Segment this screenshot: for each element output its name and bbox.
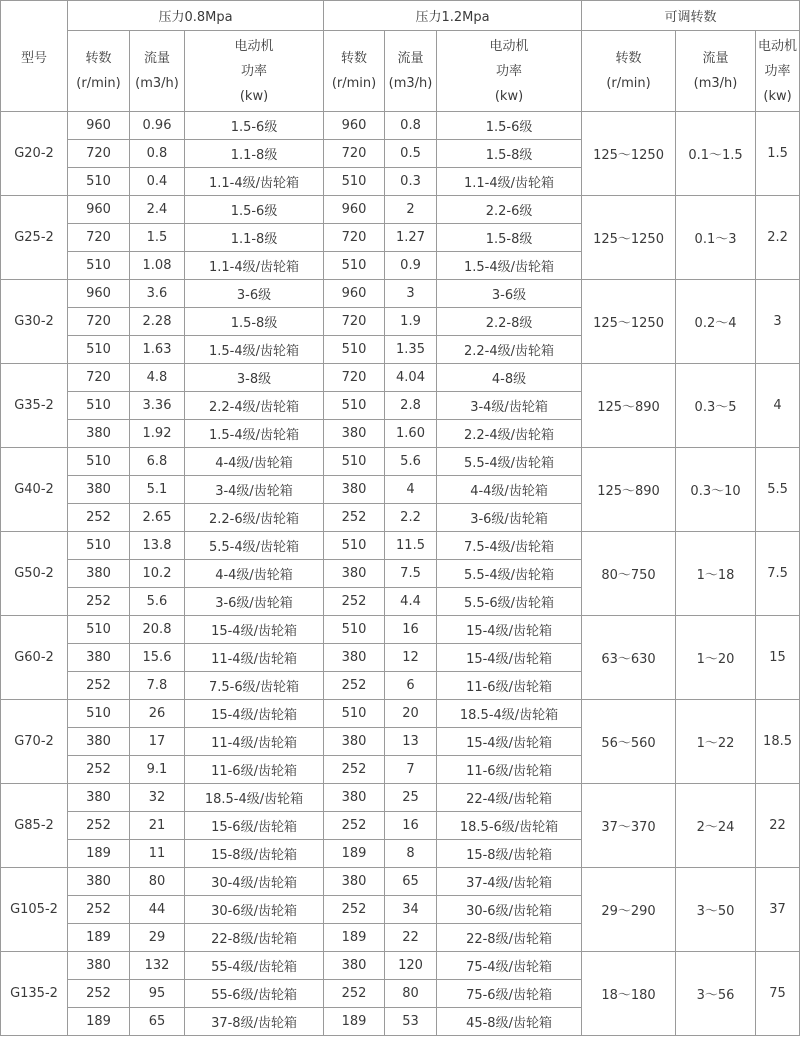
cell-speed-0.8: 380 [68, 560, 130, 588]
header-text: 电动机 [489, 38, 529, 54]
cell-speed-1.2: 189 [324, 840, 385, 868]
cell-adj-flow: 1～22 [676, 700, 756, 784]
header-adj-flow [676, 31, 756, 112]
cell-flow-0.8: 0.8 [130, 140, 185, 168]
cell-speed-1.2: 960 [324, 196, 385, 224]
cell-motor-0.8: 11-6级/齿轮箱 [185, 756, 324, 784]
header-adj-speed [582, 31, 676, 112]
cell-flow-1.2: 3 [385, 280, 437, 308]
cell-adj-speed: 125～1250 [582, 112, 676, 196]
cell-motor-1.2: 1.1-4级/齿轮箱 [437, 168, 582, 196]
table-row [1, 532, 800, 560]
cell-motor-1.2: 2.2-4级/齿轮箱 [437, 336, 582, 364]
header-model: 型号 [1, 1, 68, 112]
cell-flow-1.2: 1.9 [385, 308, 437, 336]
cell-motor-1.2: 75-4级/齿轮箱 [437, 952, 582, 980]
cell-speed-0.8: 510 [68, 252, 130, 280]
cell-adj-speed: 18～180 [582, 952, 676, 1036]
cell-motor-0.8: 7.5-6级/齿轮箱 [185, 672, 324, 700]
cell-speed-0.8: 252 [68, 896, 130, 924]
header-text: (kw) [239, 88, 269, 104]
cell-adj-flow: 1～20 [676, 616, 756, 700]
cell-speed-1.2: 510 [324, 252, 385, 280]
cell-flow-1.2: 20 [385, 700, 437, 728]
cell-adj-flow: 0.3～10 [676, 448, 756, 532]
cell-adj-flow: 0.1～1.5 [676, 112, 756, 196]
cell-motor-0.8: 3-6级/齿轮箱 [185, 588, 324, 616]
cell-motor-1.2: 45-8级/齿轮箱 [437, 1008, 582, 1036]
cell-speed-0.8: 380 [68, 784, 130, 812]
cell-speed-0.8: 960 [68, 280, 130, 308]
cell-adj-flow: 2～24 [676, 784, 756, 868]
cell-speed-0.8: 720 [68, 364, 130, 392]
cell-motor-1.2: 1.5-8级 [437, 140, 582, 168]
cell-flow-1.2: 13 [385, 728, 437, 756]
cell-flow-1.2: 16 [385, 812, 437, 840]
cell-motor-1.2: 75-6级/齿轮箱 [437, 980, 582, 1008]
cell-model: G60-2 [1, 616, 68, 700]
cell-adj-flow: 3～50 [676, 868, 756, 952]
header-motor-0.8 [185, 31, 324, 112]
cell-flow-0.8: 11 [130, 840, 185, 868]
cell-adj-power: 4 [756, 364, 800, 448]
cell-motor-0.8: 1.1-8级 [185, 140, 324, 168]
header-text: 流量 [143, 51, 170, 66]
header-text: (kw) [494, 88, 524, 104]
cell-speed-0.8: 510 [68, 448, 130, 476]
cell-motor-0.8: 5.5-4级/齿轮箱 [185, 532, 324, 560]
cell-motor-1.2: 4-8级 [437, 364, 582, 392]
header-group-adjustable: 可调转数 [582, 1, 800, 31]
cell-flow-0.8: 132 [130, 952, 185, 980]
cell-flow-1.2: 1.60 [385, 420, 437, 448]
cell-flow-1.2: 25 [385, 784, 437, 812]
cell-motor-1.2: 1.5-4级/齿轮箱 [437, 252, 582, 280]
cell-flow-0.8: 2.4 [130, 196, 185, 224]
cell-speed-1.2: 189 [324, 924, 385, 952]
cell-speed-1.2: 252 [324, 812, 385, 840]
cell-speed-0.8: 189 [68, 1008, 130, 1036]
header-group-0.8mpa: 压力0.8Mpa [68, 1, 324, 31]
cell-motor-1.2: 3-6级/齿轮箱 [437, 504, 582, 532]
cell-motor-0.8: 1.1-8级 [185, 224, 324, 252]
cell-speed-0.8: 189 [68, 840, 130, 868]
cell-adj-power: 1.5 [756, 112, 800, 196]
cell-motor-1.2: 4-4级/齿轮箱 [437, 476, 582, 504]
cell-flow-0.8: 5.1 [130, 476, 185, 504]
cell-motor-0.8: 1.5-6级 [185, 112, 324, 140]
cell-motor-0.8: 1.5-8级 [185, 308, 324, 336]
cell-motor-1.2: 5.5-6级/齿轮箱 [437, 588, 582, 616]
table-row [1, 112, 800, 140]
cell-speed-0.8: 510 [68, 168, 130, 196]
header-text: (kw) [763, 88, 792, 104]
cell-flow-0.8: 32 [130, 784, 185, 812]
cell-adj-speed: 125～1250 [582, 196, 676, 280]
cell-speed-1.2: 252 [324, 756, 385, 784]
cell-flow-0.8: 10.2 [130, 560, 185, 588]
header-text: 功率 [764, 63, 791, 79]
cell-model: G70-2 [1, 700, 68, 784]
cell-flow-0.8: 4.8 [130, 364, 185, 392]
cell-flow-0.8: 95 [130, 980, 185, 1008]
table-row [1, 364, 800, 392]
cell-flow-1.2: 4.4 [385, 588, 437, 616]
cell-model: G85-2 [1, 784, 68, 868]
table-body [1, 112, 800, 1036]
cell-speed-0.8: 960 [68, 112, 130, 140]
header-text: 流量 [702, 51, 729, 66]
header-text: (r/min) [331, 76, 377, 91]
table-row [1, 280, 800, 308]
cell-flow-1.2: 65 [385, 868, 437, 896]
cell-flow-1.2: 34 [385, 896, 437, 924]
cell-adj-speed: 125～890 [582, 448, 676, 532]
header-text: (r/min) [606, 76, 651, 91]
cell-flow-0.8: 20.8 [130, 616, 185, 644]
table-row [1, 448, 800, 476]
cell-speed-0.8: 510 [68, 616, 130, 644]
cell-adj-power: 7.5 [756, 532, 800, 616]
header-text: 电动机 [758, 38, 798, 54]
cell-motor-0.8: 15-8级/齿轮箱 [185, 840, 324, 868]
cell-motor-0.8: 3-6级 [185, 280, 324, 308]
cell-speed-1.2: 510 [324, 392, 385, 420]
cell-motor-1.2: 22-4级/齿轮箱 [437, 784, 582, 812]
cell-flow-1.2: 22 [385, 924, 437, 952]
header-group-1.2mpa: 压力1.2Mpa [324, 1, 582, 31]
cell-motor-1.2: 22-8级/齿轮箱 [437, 924, 582, 952]
cell-motor-0.8: 1.5-6级 [185, 196, 324, 224]
cell-motor-1.2: 3-4级/齿轮箱 [437, 392, 582, 420]
header-speed-1.2 [324, 31, 385, 112]
cell-flow-1.2: 1.35 [385, 336, 437, 364]
cell-model: G20-2 [1, 112, 68, 196]
cell-motor-1.2: 15-4级/齿轮箱 [437, 616, 582, 644]
cell-motor-1.2: 15-8级/齿轮箱 [437, 840, 582, 868]
cell-model: G50-2 [1, 532, 68, 616]
cell-motor-0.8: 3-8级 [185, 364, 324, 392]
cell-flow-1.2: 2.8 [385, 392, 437, 420]
cell-speed-0.8: 252 [68, 588, 130, 616]
cell-flow-1.2: 16 [385, 616, 437, 644]
table-row [1, 616, 800, 644]
header-text: 转数 [85, 51, 112, 66]
cell-adj-power: 5.5 [756, 448, 800, 532]
cell-motor-0.8: 55-6级/齿轮箱 [185, 980, 324, 1008]
cell-flow-1.2: 11.5 [385, 532, 437, 560]
cell-motor-1.2: 37-4级/齿轮箱 [437, 868, 582, 896]
cell-speed-0.8: 252 [68, 672, 130, 700]
cell-flow-1.2: 120 [385, 952, 437, 980]
cell-speed-1.2: 510 [324, 616, 385, 644]
cell-motor-0.8: 11-4级/齿轮箱 [185, 728, 324, 756]
cell-flow-0.8: 0.96 [130, 112, 185, 140]
cell-speed-0.8: 720 [68, 224, 130, 252]
cell-adj-flow: 0.1～3 [676, 196, 756, 280]
header-text: 转数 [615, 51, 642, 66]
cell-motor-1.2: 11-6级/齿轮箱 [437, 756, 582, 784]
cell-adj-flow: 3～56 [676, 952, 756, 1036]
table-header [1, 1, 800, 112]
cell-model: G30-2 [1, 280, 68, 364]
cell-speed-1.2: 720 [324, 308, 385, 336]
cell-motor-1.2: 1.5-8级 [437, 224, 582, 252]
cell-motor-1.2: 5.5-4级/齿轮箱 [437, 448, 582, 476]
cell-flow-1.2: 2.2 [385, 504, 437, 532]
cell-speed-1.2: 720 [324, 224, 385, 252]
cell-motor-0.8: 15-6级/齿轮箱 [185, 812, 324, 840]
cell-flow-0.8: 5.6 [130, 588, 185, 616]
cell-flow-0.8: 9.1 [130, 756, 185, 784]
cell-motor-0.8: 2.2-6级/齿轮箱 [185, 504, 324, 532]
cell-adj-flow: 0.3～5 [676, 364, 756, 448]
cell-flow-1.2: 12 [385, 644, 437, 672]
cell-speed-0.8: 189 [68, 924, 130, 952]
cell-motor-0.8: 3-4级/齿轮箱 [185, 476, 324, 504]
header-flow-0.8 [130, 31, 185, 112]
cell-speed-1.2: 380 [324, 728, 385, 756]
cell-speed-1.2: 252 [324, 504, 385, 532]
cell-flow-1.2: 0.9 [385, 252, 437, 280]
header-text: 转数 [341, 51, 368, 66]
cell-speed-1.2: 380 [324, 784, 385, 812]
cell-adj-speed: 37～370 [582, 784, 676, 868]
cell-flow-1.2: 6 [385, 672, 437, 700]
cell-adj-power: 37 [756, 868, 800, 952]
cell-speed-1.2: 252 [324, 588, 385, 616]
cell-flow-0.8: 1.92 [130, 420, 185, 448]
cell-speed-1.2: 380 [324, 644, 385, 672]
cell-speed-0.8: 510 [68, 532, 130, 560]
cell-speed-0.8: 380 [68, 728, 130, 756]
cell-adj-speed: 80～750 [582, 532, 676, 616]
cell-model: G25-2 [1, 196, 68, 280]
cell-flow-1.2: 7 [385, 756, 437, 784]
cell-motor-0.8: 18.5-4级/齿轮箱 [185, 784, 324, 812]
header-text: 功率 [241, 63, 268, 79]
cell-adj-speed: 125～1250 [582, 280, 676, 364]
cell-speed-0.8: 252 [68, 980, 130, 1008]
cell-motor-0.8: 2.2-4级/齿轮箱 [185, 392, 324, 420]
cell-flow-1.2: 4 [385, 476, 437, 504]
cell-adj-speed: 56～560 [582, 700, 676, 784]
table-row [1, 952, 800, 980]
cell-model: G40-2 [1, 448, 68, 532]
cell-adj-power: 3 [756, 280, 800, 364]
cell-speed-0.8: 380 [68, 644, 130, 672]
cell-speed-0.8: 252 [68, 756, 130, 784]
cell-flow-0.8: 29 [130, 924, 185, 952]
cell-speed-1.2: 252 [324, 672, 385, 700]
cell-flow-1.2: 4.04 [385, 364, 437, 392]
header-adj-power [756, 31, 800, 112]
cell-flow-0.8: 3.36 [130, 392, 185, 420]
cell-speed-1.2: 380 [324, 420, 385, 448]
cell-flow-0.8: 15.6 [130, 644, 185, 672]
table-row [1, 868, 800, 896]
cell-motor-1.2: 5.5-4级/齿轮箱 [437, 560, 582, 588]
header-text: 电动机 [234, 38, 274, 54]
cell-speed-0.8: 380 [68, 476, 130, 504]
cell-motor-0.8: 15-4级/齿轮箱 [185, 616, 324, 644]
cell-motor-0.8: 11-4级/齿轮箱 [185, 644, 324, 672]
cell-motor-1.2: 2.2-4级/齿轮箱 [437, 420, 582, 448]
table-row [1, 784, 800, 812]
cell-flow-0.8: 17 [130, 728, 185, 756]
cell-speed-0.8: 380 [68, 952, 130, 980]
table-row [1, 196, 800, 224]
cell-speed-1.2: 510 [324, 168, 385, 196]
header-text: (m3/h) [693, 76, 738, 91]
cell-speed-0.8: 252 [68, 812, 130, 840]
cell-speed-1.2: 380 [324, 868, 385, 896]
cell-motor-1.2: 3-6级 [437, 280, 582, 308]
cell-flow-1.2: 0.3 [385, 168, 437, 196]
cell-speed-0.8: 380 [68, 420, 130, 448]
cell-motor-0.8: 22-8级/齿轮箱 [185, 924, 324, 952]
cell-motor-1.2: 7.5-4级/齿轮箱 [437, 532, 582, 560]
cell-flow-1.2: 7.5 [385, 560, 437, 588]
cell-motor-1.2: 2.2-6级 [437, 196, 582, 224]
cell-speed-1.2: 252 [324, 980, 385, 1008]
header-speed-0.8 [68, 31, 130, 112]
cell-model: G135-2 [1, 952, 68, 1036]
cell-speed-1.2: 252 [324, 896, 385, 924]
cell-flow-0.8: 7.8 [130, 672, 185, 700]
header-text: (m3/h) [135, 76, 179, 91]
cell-motor-0.8: 30-4级/齿轮箱 [185, 868, 324, 896]
cell-flow-0.8: 1.63 [130, 336, 185, 364]
header-text: 流量 [397, 51, 424, 66]
cell-flow-1.2: 53 [385, 1008, 437, 1036]
cell-motor-1.2: 11-6级/齿轮箱 [437, 672, 582, 700]
cell-speed-0.8: 510 [68, 336, 130, 364]
cell-flow-0.8: 0.4 [130, 168, 185, 196]
cell-adj-speed: 125～890 [582, 364, 676, 448]
cell-adj-speed: 63～630 [582, 616, 676, 700]
cell-speed-0.8: 720 [68, 308, 130, 336]
cell-motor-1.2: 18.5-4级/齿轮箱 [437, 700, 582, 728]
cell-motor-0.8: 30-6级/齿轮箱 [185, 896, 324, 924]
cell-motor-1.2: 2.2-8级 [437, 308, 582, 336]
header-text: (m3/h) [388, 76, 433, 91]
cell-model: G35-2 [1, 364, 68, 448]
cell-flow-1.2: 80 [385, 980, 437, 1008]
cell-adj-power: 18.5 [756, 700, 800, 784]
header-flow-1.2 [385, 31, 437, 112]
cell-motor-1.2: 15-4级/齿轮箱 [437, 728, 582, 756]
cell-flow-0.8: 21 [130, 812, 185, 840]
cell-speed-1.2: 510 [324, 532, 385, 560]
cell-flow-0.8: 3.6 [130, 280, 185, 308]
header-motor-1.2 [437, 31, 582, 112]
cell-motor-0.8: 37-8级/齿轮箱 [185, 1008, 324, 1036]
cell-adj-flow: 0.2～4 [676, 280, 756, 364]
cell-flow-1.2: 2 [385, 196, 437, 224]
cell-speed-0.8: 380 [68, 868, 130, 896]
cell-speed-0.8: 720 [68, 140, 130, 168]
header-text: 功率 [496, 63, 523, 79]
cell-speed-0.8: 510 [68, 700, 130, 728]
cell-motor-0.8: 1.5-4级/齿轮箱 [185, 336, 324, 364]
cell-flow-0.8: 1.5 [130, 224, 185, 252]
cell-flow-1.2: 5.6 [385, 448, 437, 476]
cell-flow-0.8: 6.8 [130, 448, 185, 476]
cell-flow-0.8: 44 [130, 896, 185, 924]
cell-flow-0.8: 1.08 [130, 252, 185, 280]
cell-speed-0.8: 252 [68, 504, 130, 532]
cell-flow-1.2: 0.5 [385, 140, 437, 168]
cell-speed-1.2: 380 [324, 560, 385, 588]
cell-speed-1.2: 380 [324, 952, 385, 980]
cell-motor-0.8: 1.5-4级/齿轮箱 [185, 420, 324, 448]
cell-motor-0.8: 4-4级/齿轮箱 [185, 448, 324, 476]
cell-speed-1.2: 380 [324, 476, 385, 504]
cell-motor-1.2: 18.5-6级/齿轮箱 [437, 812, 582, 840]
cell-model: G105-2 [1, 868, 68, 952]
cell-speed-0.8: 960 [68, 196, 130, 224]
cell-flow-0.8: 65 [130, 1008, 185, 1036]
cell-motor-0.8: 1.1-4级/齿轮箱 [185, 168, 324, 196]
cell-speed-1.2: 510 [324, 336, 385, 364]
cell-flow-0.8: 80 [130, 868, 185, 896]
cell-speed-1.2: 189 [324, 1008, 385, 1036]
cell-adj-power: 2.2 [756, 196, 800, 280]
cell-flow-1.2: 0.8 [385, 112, 437, 140]
cell-speed-1.2: 960 [324, 112, 385, 140]
cell-motor-1.2: 15-4级/齿轮箱 [437, 644, 582, 672]
cell-flow-1.2: 1.27 [385, 224, 437, 252]
cell-motor-1.2: 1.5-6级 [437, 112, 582, 140]
cell-motor-0.8: 1.1-4级/齿轮箱 [185, 252, 324, 280]
cell-adj-speed: 29～290 [582, 868, 676, 952]
cell-flow-0.8: 2.65 [130, 504, 185, 532]
cell-adj-flow: 1～18 [676, 532, 756, 616]
cell-motor-1.2: 30-6级/齿轮箱 [437, 896, 582, 924]
table-row [1, 700, 800, 728]
cell-speed-1.2: 960 [324, 280, 385, 308]
cell-speed-1.2: 510 [324, 700, 385, 728]
cell-adj-power: 22 [756, 784, 800, 868]
cell-adj-power: 75 [756, 952, 800, 1036]
cell-speed-0.8: 510 [68, 392, 130, 420]
cell-speed-1.2: 720 [324, 140, 385, 168]
cell-motor-0.8: 55-4级/齿轮箱 [185, 952, 324, 980]
cell-speed-1.2: 510 [324, 448, 385, 476]
cell-flow-0.8: 2.28 [130, 308, 185, 336]
cell-flow-1.2: 8 [385, 840, 437, 868]
cell-speed-1.2: 720 [324, 364, 385, 392]
cell-adj-power: 15 [756, 616, 800, 700]
cell-motor-0.8: 15-4级/齿轮箱 [185, 700, 324, 728]
cell-motor-0.8: 4-4级/齿轮箱 [185, 560, 324, 588]
header-text: (r/min) [76, 76, 121, 91]
cell-flow-0.8: 26 [130, 700, 185, 728]
cell-flow-0.8: 13.8 [130, 532, 185, 560]
